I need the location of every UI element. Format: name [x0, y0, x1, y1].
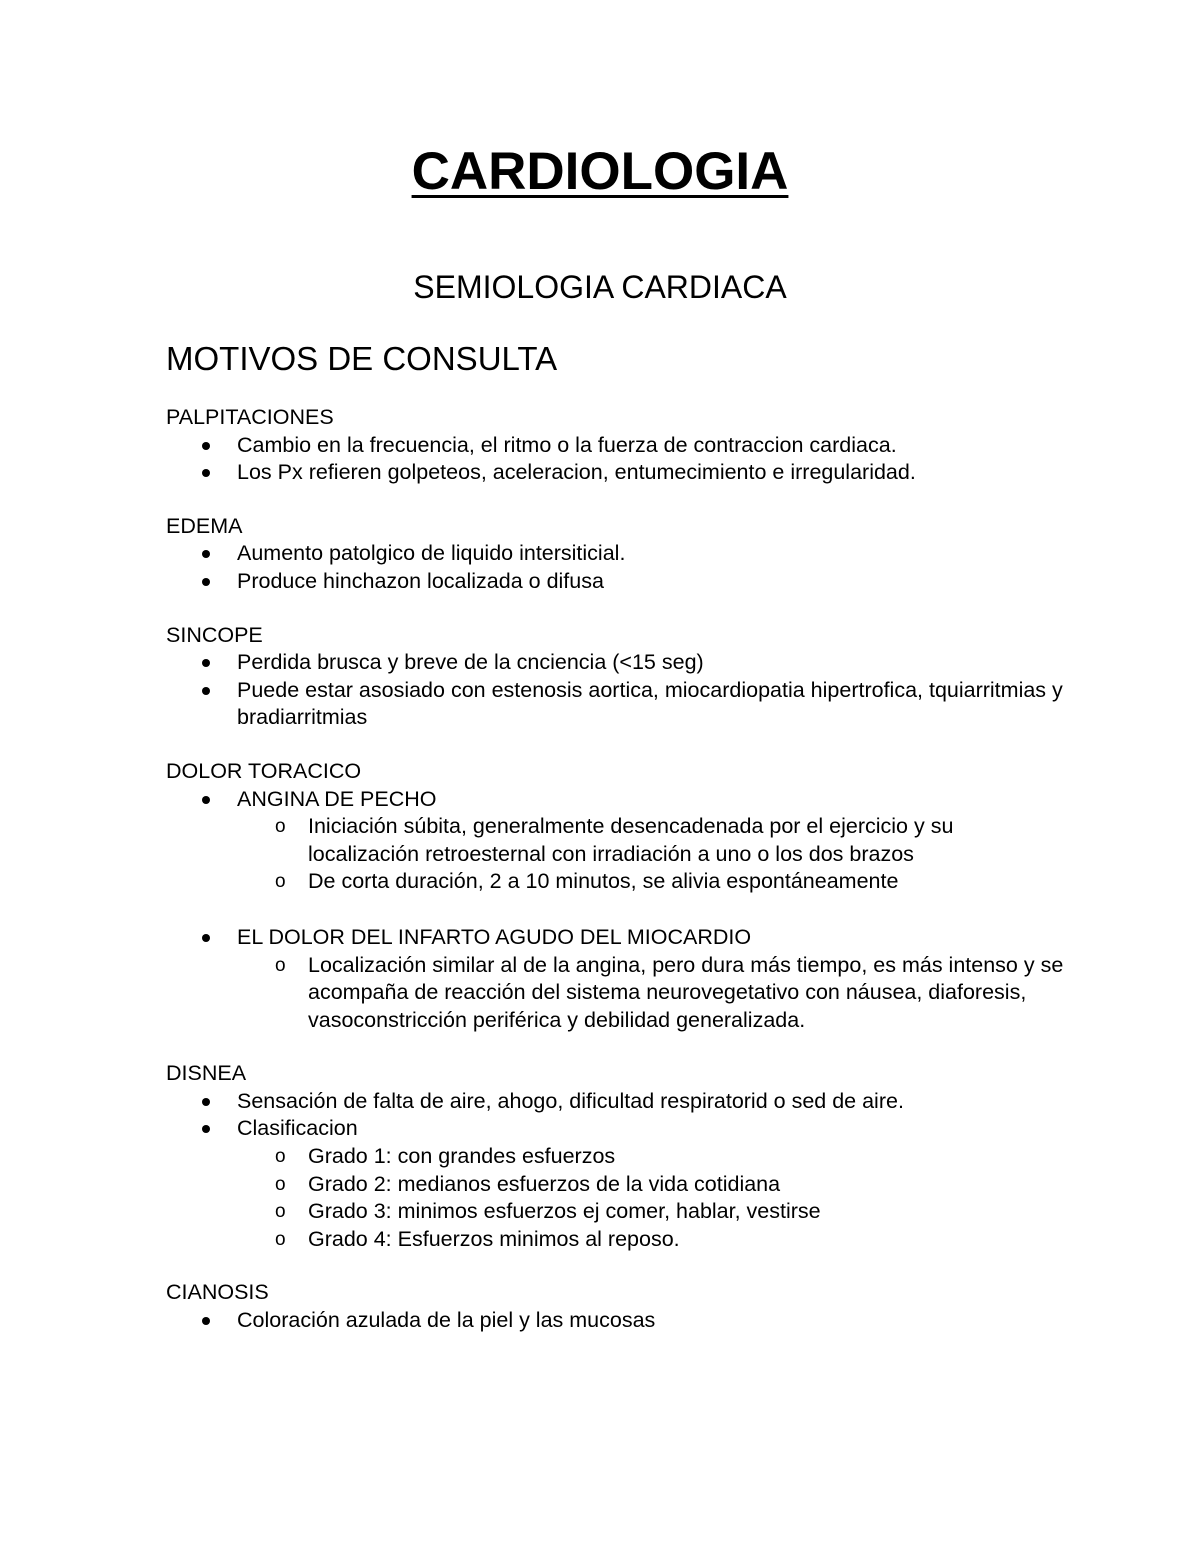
- title-text: CARDIOLOGIA: [411, 142, 789, 201]
- sub-list-item: [166, 868, 1066, 896]
- circle-bullet-icon: o: [275, 1228, 286, 1250]
- sub-item-text: Grado 2: medianos esfuerzos de la vida cotidiana: [308, 1171, 781, 1196]
- section-heading-motivos: MOTIVOS DE CONSULTA: [166, 340, 558, 377]
- document-body: [166, 404, 1066, 1361]
- sub-item-text: Grado 1: con grandes esfuerzos: [308, 1144, 616, 1169]
- sub-item-text: Grado 4: Esfuerzos minimos al reposo.: [308, 1226, 680, 1251]
- list-item-infarto: [166, 924, 1066, 1034]
- section-dolor-toracico: [166, 758, 1066, 1034]
- angina-sublist: [166, 813, 1066, 896]
- sub-item-text: Localización similar al de la angina, pero dura más tiempo, es más intenso y se acompaña de reacción del sistema neurovegetativo con náusea, diaforesis, vasoconstricción periférica y debilidad generalizada.: [308, 952, 1064, 1032]
- circle-bullet-icon: o: [275, 1173, 286, 1195]
- list-item: Perdida brusca y breve de la cnciencia (<15 seg): [166, 649, 1066, 677]
- circle-bullet-icon: o: [275, 1201, 286, 1223]
- infarto-label: EL DOLOR DEL INFARTO AGUDO DEL MIOCARDIO: [237, 924, 752, 949]
- cianosis-heading: CIANOSIS: [166, 1280, 269, 1305]
- edema-list: [166, 540, 1066, 595]
- list-item: Aumento patolgico de liquido intersiticial.: [166, 540, 1066, 568]
- section-cianosis: [166, 1279, 1066, 1334]
- sub-list-item: [166, 1198, 1066, 1226]
- sub-list-item: [166, 1143, 1066, 1171]
- list-item-angina: [166, 786, 1066, 924]
- clasificacion-label: Clasificacion: [237, 1116, 358, 1141]
- section-sincope: [166, 622, 1066, 732]
- document-subtitle: SEMIOLOGIA CARDIACA: [413, 269, 787, 305]
- sub-list-item: [166, 1171, 1066, 1199]
- section-disnea: [166, 1060, 1066, 1253]
- sincope-list: [166, 649, 1066, 732]
- circle-bullet-icon: o: [275, 816, 286, 838]
- clasificacion-sublist: [166, 1143, 1066, 1253]
- sub-item-text: De corta duración, 2 a 10 minutos, se alivia espontáneamente: [308, 869, 899, 894]
- sub-item-text: Grado 3: minimos esfuerzos ej comer, hablar, vestirse: [308, 1199, 821, 1224]
- section-palpitaciones: [166, 404, 1066, 487]
- sincope-heading: SINCOPE: [166, 622, 263, 647]
- circle-bullet-icon: o: [275, 1146, 286, 1168]
- cianosis-list: [166, 1307, 1066, 1335]
- palpitaciones-heading: PALPITACIONES: [166, 405, 334, 429]
- sub-list-item: [166, 952, 1066, 1035]
- infarto-sublist: [166, 952, 1066, 1035]
- circle-bullet-icon: o: [275, 954, 286, 976]
- dolor-heading: DOLOR TORACICO: [166, 758, 362, 783]
- list-item: Produce hinchazon localizada o difusa: [166, 568, 1066, 596]
- disnea-heading: DISNEA: [166, 1061, 247, 1086]
- dolor-list: [166, 786, 1066, 1035]
- angina-label: ANGINA DE PECHO: [237, 786, 437, 811]
- section-edema: [166, 513, 1066, 596]
- circle-bullet-icon: o: [275, 871, 286, 893]
- disnea-list: [166, 1088, 1066, 1254]
- edema-heading: EDEMA: [166, 513, 243, 538]
- list-item-clasificacion: [166, 1115, 1066, 1253]
- list-item: Coloración azulada de la piel y las mucosas: [166, 1307, 1066, 1335]
- palpitaciones-list: [166, 432, 1066, 487]
- document-title: [0, 140, 1200, 204]
- list-item: Sensación de falta de aire, ahogo, dificultad respiratorid o sed de aire.: [166, 1088, 1066, 1116]
- list-item: Los Px refieren golpeteos, aceleracion, entumecimiento e irregularidad.: [166, 459, 1066, 487]
- spacer: [237, 896, 1066, 924]
- list-item: Puede estar asosiado con estenosis aortica, miocardiopatia hipertrofica, tquiarritmias y bradiarritmias: [166, 677, 1066, 732]
- list-item: Cambio en la frecuencia, el ritmo o la fuerza de contraccion cardiaca.: [166, 432, 1066, 460]
- sub-list-item: [166, 813, 1066, 868]
- sub-item-text: Iniciación súbita, generalmente desencadenada por el ejercicio y su localización retroesternal con irradiación a uno o los dos brazos: [308, 814, 954, 866]
- sub-list-item: [166, 1226, 1066, 1254]
